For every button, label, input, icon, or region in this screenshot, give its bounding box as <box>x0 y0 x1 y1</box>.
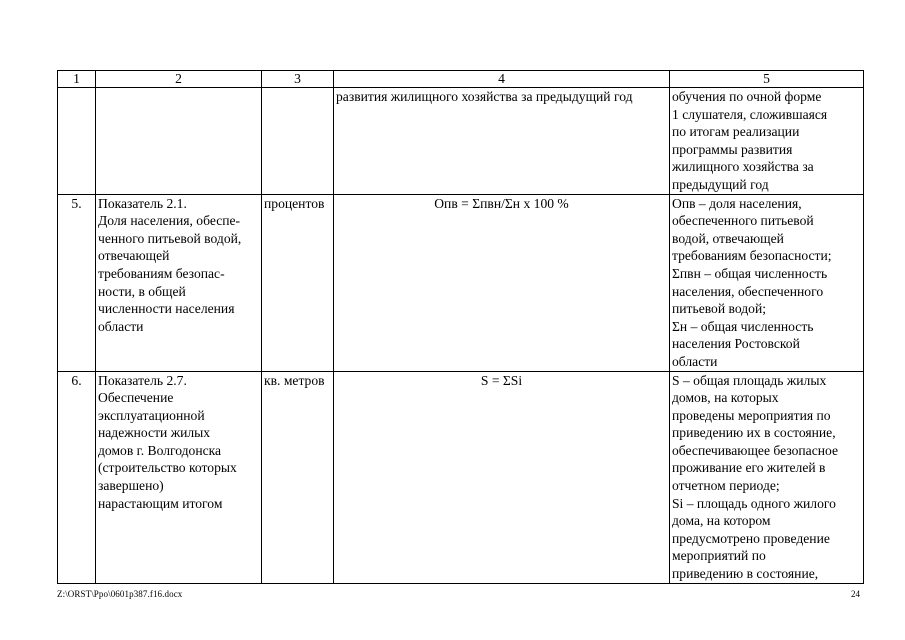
row-number <box>58 88 96 195</box>
file-path-footer: Z:\ORST\Ppo\0601p387.f16.docx <box>57 589 183 599</box>
unit-cell <box>262 88 334 195</box>
unit-cell: кв. метров <box>262 371 334 583</box>
formula-cell: S = ΣSi <box>334 371 670 583</box>
formula-cell: развития жилищного хозяйства за предыдущий год <box>334 88 670 195</box>
table-row <box>58 88 864 195</box>
row-number: 5. <box>58 194 96 371</box>
table-row <box>58 371 864 583</box>
indicator-table <box>57 70 864 584</box>
unit-cell: процентов <box>262 194 334 371</box>
description-cell: S – общая площадь жилых домов, на которых проведены мероприятия по приведению их в состояние, обеспечивающее безопасное проживание его жителей в отчетном периоде; Si – площадь одного жилого дома, на котором предусмотрено проведение мероприятий по приведению в состояние, <box>670 371 864 583</box>
description-cell: обучения по очной форме 1 слушателя, сложившаяся по итогам реализации программы развития жилищного хозяйства за предыдущий год <box>670 88 864 195</box>
column-header-4: 4 <box>334 71 670 88</box>
page-number: 24 <box>851 589 860 599</box>
column-header-2: 2 <box>96 71 262 88</box>
table-header-row <box>58 71 864 88</box>
formula-cell: Опв = Σпвн/Σн х 100 % <box>334 194 670 371</box>
column-header-3: 3 <box>262 71 334 88</box>
column-header-1: 1 <box>58 71 96 88</box>
indicator-name <box>96 88 262 195</box>
column-header-5: 5 <box>670 71 864 88</box>
indicator-name: Показатель 2.7. Обеспечение эксплуатационной надежности жилых домов г. Волгодонска (строительство которых завершено) нарастающим итогом <box>96 371 262 583</box>
description-cell: Опв – доля населения, обеспеченного питьевой водой, отвечающей требованиям безопасности; Σпвн – общая численность населения, обеспеченного питьевой водой; Σн – общая численность населения Ростовской области <box>670 194 864 371</box>
indicator-name: Показатель 2.1. Доля населения, обеспе- ченного питьевой водой, отвечающей требованиям безопас- ности, в общей численности населения области <box>96 194 262 371</box>
table-row <box>58 194 864 371</box>
row-number: 6. <box>58 371 96 583</box>
